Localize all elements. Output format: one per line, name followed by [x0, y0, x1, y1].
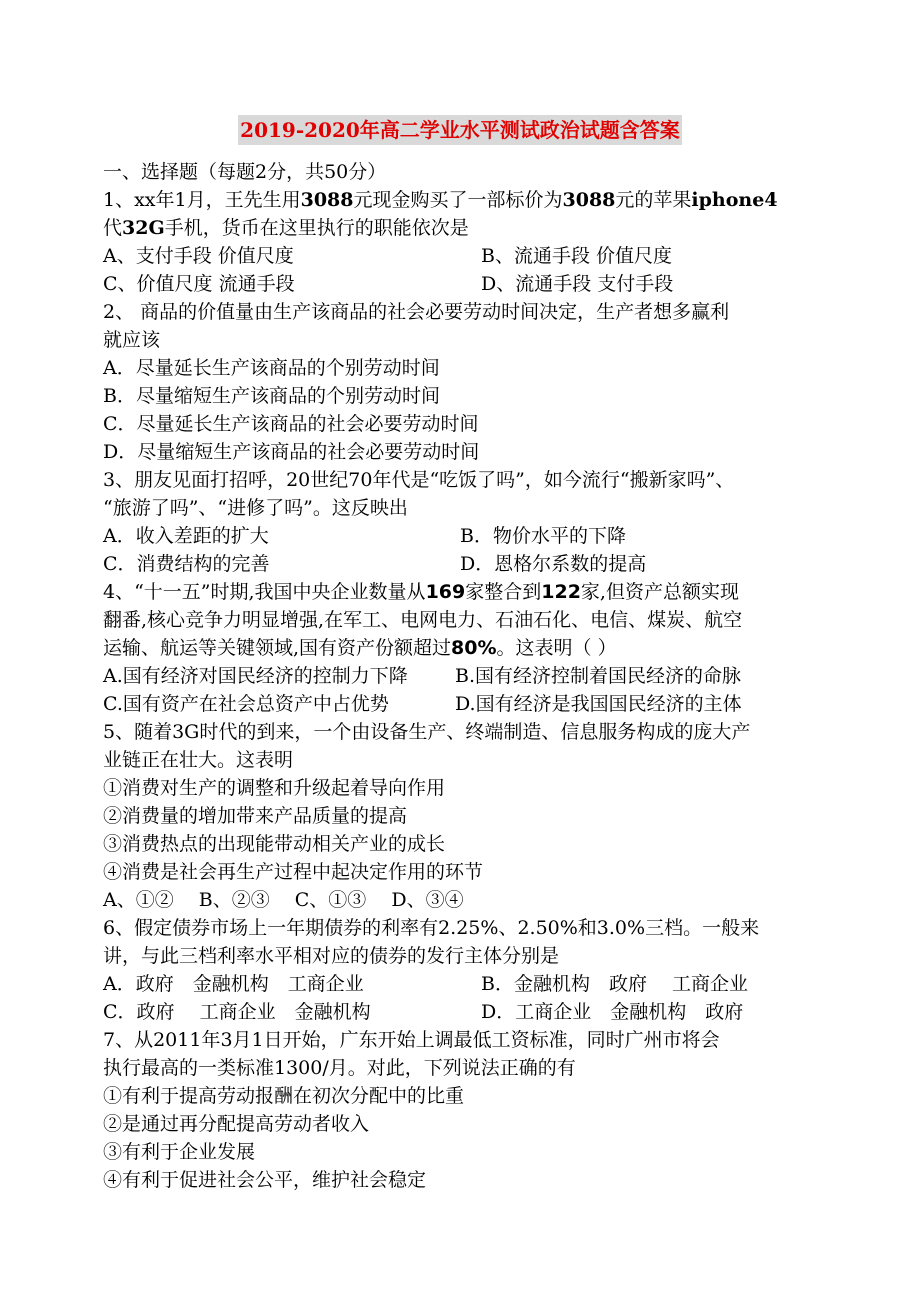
- q4-option-a: A.国有经济对国民经济的控制力下降: [103, 665, 408, 687]
- q1-stem-line1: [103, 186, 778, 214]
- q5-item-3: ③消费热点的出现能带动相关产业的成长: [103, 833, 446, 855]
- q4-stem-text: 4、“十一五”时期,我国中央企业数量从: [103, 581, 426, 603]
- q1-amount: 3088: [300, 189, 354, 211]
- q1-stem-text: 1、xx年1月，王先生用: [103, 189, 301, 211]
- q2-option-c: C．尽量延长生产该商品的社会必要劳动时间: [103, 413, 479, 435]
- q3-option-a: A．收入差距的扩大: [103, 525, 269, 547]
- q4-count-after: 122: [541, 581, 581, 603]
- q4-stem-text: 运输、航运等关键领域,国有资产份额超过: [103, 637, 452, 659]
- q4-share: 80%: [451, 637, 497, 659]
- q3-options-row1: [103, 522, 863, 550]
- q6-options-row1: [103, 970, 863, 998]
- q1-option-a: A、支付手段 价值尺度: [103, 245, 294, 267]
- q5-stem-line1: 5、随着3G时代的到来，一个由设备生产、终端制造、信息服务构成的庞大产: [103, 721, 751, 743]
- q6-option-a: A．政府 金融机构 工商企业: [103, 973, 364, 995]
- q5-item-2: ②消费量的增加带来产品质量的提高: [103, 805, 408, 827]
- q7-item-1: ①有利于提高劳动报酬在初次分配中的比重: [103, 1085, 465, 1107]
- q7-item-2: ②是通过再分配提高劳动者收入: [103, 1113, 370, 1135]
- q6-option-d: D．工商企业 金融机构 政府: [481, 1001, 744, 1023]
- q4-stem-line1: [103, 578, 739, 606]
- q4-count-before: 169: [425, 581, 466, 603]
- q2-option-d: D．尽量缩短生产该商品的社会必要劳动时间: [103, 441, 480, 463]
- q1-option-c: C、价值尺度 流通手段: [103, 273, 295, 295]
- q1-product: iphone4: [691, 189, 778, 211]
- q5-item-1: ①消费对生产的调整和升级起着导向作用: [103, 777, 446, 799]
- q4-option-c: C.国有资产在社会总资产中占优势: [103, 693, 389, 715]
- section-heading: 一、选择题（每题2分，共50分）: [103, 161, 387, 183]
- q2-stem-line1: 2、 商品的价值量由生产该商品的社会必要劳动时间决定，生产者想多赢利: [103, 301, 730, 323]
- q3-option-b: B．物价水平的下降: [460, 525, 626, 547]
- q6-option-b: B．金融机构 政府 工商企业: [481, 973, 749, 995]
- q2-option-b: B．尽量缩短生产该商品的个别劳动时间: [103, 385, 440, 407]
- q3-options-row2: [103, 550, 863, 578]
- q1-options-row2: [103, 270, 863, 298]
- q2-option-a: A．尽量延长生产该商品的个别劳动时间: [103, 357, 440, 379]
- q5-item-4: ④消费是社会再生产过程中起决定作用的环节: [103, 861, 484, 883]
- q4-stem-text: 家,但资产总额实现: [580, 581, 739, 603]
- q4-options-row2: [103, 690, 863, 718]
- document-title: 2019-2020年高二学业水平测试政治试题含答案: [238, 115, 682, 145]
- q1-options-row1: [103, 242, 863, 270]
- q3-option-c: C．消费结构的完善: [103, 553, 270, 575]
- q7-item-3: ③有利于企业发展: [103, 1141, 256, 1163]
- q1-stem-text: 代: [103, 217, 123, 239]
- q4-stem-text: 家整合到: [465, 581, 542, 603]
- q4-stem-line2: 翻番,核心竞争力明显增强,在军工、电网电力、石油石化、电信、煤炭、航空: [103, 609, 743, 631]
- q6-stem-line2: 讲，与此三档利率水平相对应的债券的发行主体分别是: [103, 945, 560, 967]
- q1-option-d: D、流通手段 支付手段: [481, 273, 674, 295]
- q3-stem-line1: 3、朋友见面打招呼，20世纪70年代是“吃饭了吗”，如今流行“搬新家吗”、: [103, 469, 735, 491]
- q1-price: 3088: [562, 189, 616, 211]
- q6-options-row2: [103, 998, 863, 1026]
- q6-option-c: C．政府 工商企业 金融机构: [103, 1001, 371, 1023]
- q5-options: A、①② B、②③ C、①③ D、③④: [103, 889, 464, 911]
- q7-item-4: ④有利于促进社会公平，维护社会稳定: [103, 1169, 427, 1191]
- q1-stem-text: 元的苹果: [615, 189, 692, 211]
- q4-options-row1: [103, 662, 863, 690]
- document-title-wrapper: [0, 115, 920, 145]
- q1-stem-text: 元现金购买了一部标价为: [353, 189, 563, 211]
- q4-option-d: D.国有经济是我国国民经济的主体: [455, 693, 742, 715]
- q7-stem-line1: 7、从2011年3月1日开始，广东开始上调最低工资标准，同时广州市将会: [103, 1029, 720, 1051]
- q6-stem-line1: 6、假定债券市场上一年期债券的利率有2.25%、2.50%和3.0%三档。一般来: [103, 917, 760, 939]
- q2-stem-line2: 就应该: [103, 329, 161, 351]
- q1-capacity: 32G: [122, 217, 165, 239]
- q4-stem-text: 。这表明（ ）: [496, 637, 617, 659]
- q1-stem-line2: [103, 214, 469, 242]
- q7-stem-line2: 执行最高的一类标准1300/月。对此，下列说法正确的有: [103, 1057, 576, 1079]
- q5-stem-line2: 业链正在壮大。这表明: [103, 749, 294, 771]
- q3-stem-line2: “旅游了吗”、“进修了吗”。这反映出: [103, 497, 408, 519]
- q4-option-b: B.国有经济控制着国民经济的命脉: [455, 665, 742, 687]
- q1-option-b: B、流通手段 价值尺度: [481, 245, 673, 267]
- q4-stem-line3: [103, 634, 617, 662]
- q3-option-d: D．恩格尔系数的提高: [460, 553, 647, 575]
- q1-stem-text: 手机，货币在这里执行的职能依次是: [164, 217, 469, 239]
